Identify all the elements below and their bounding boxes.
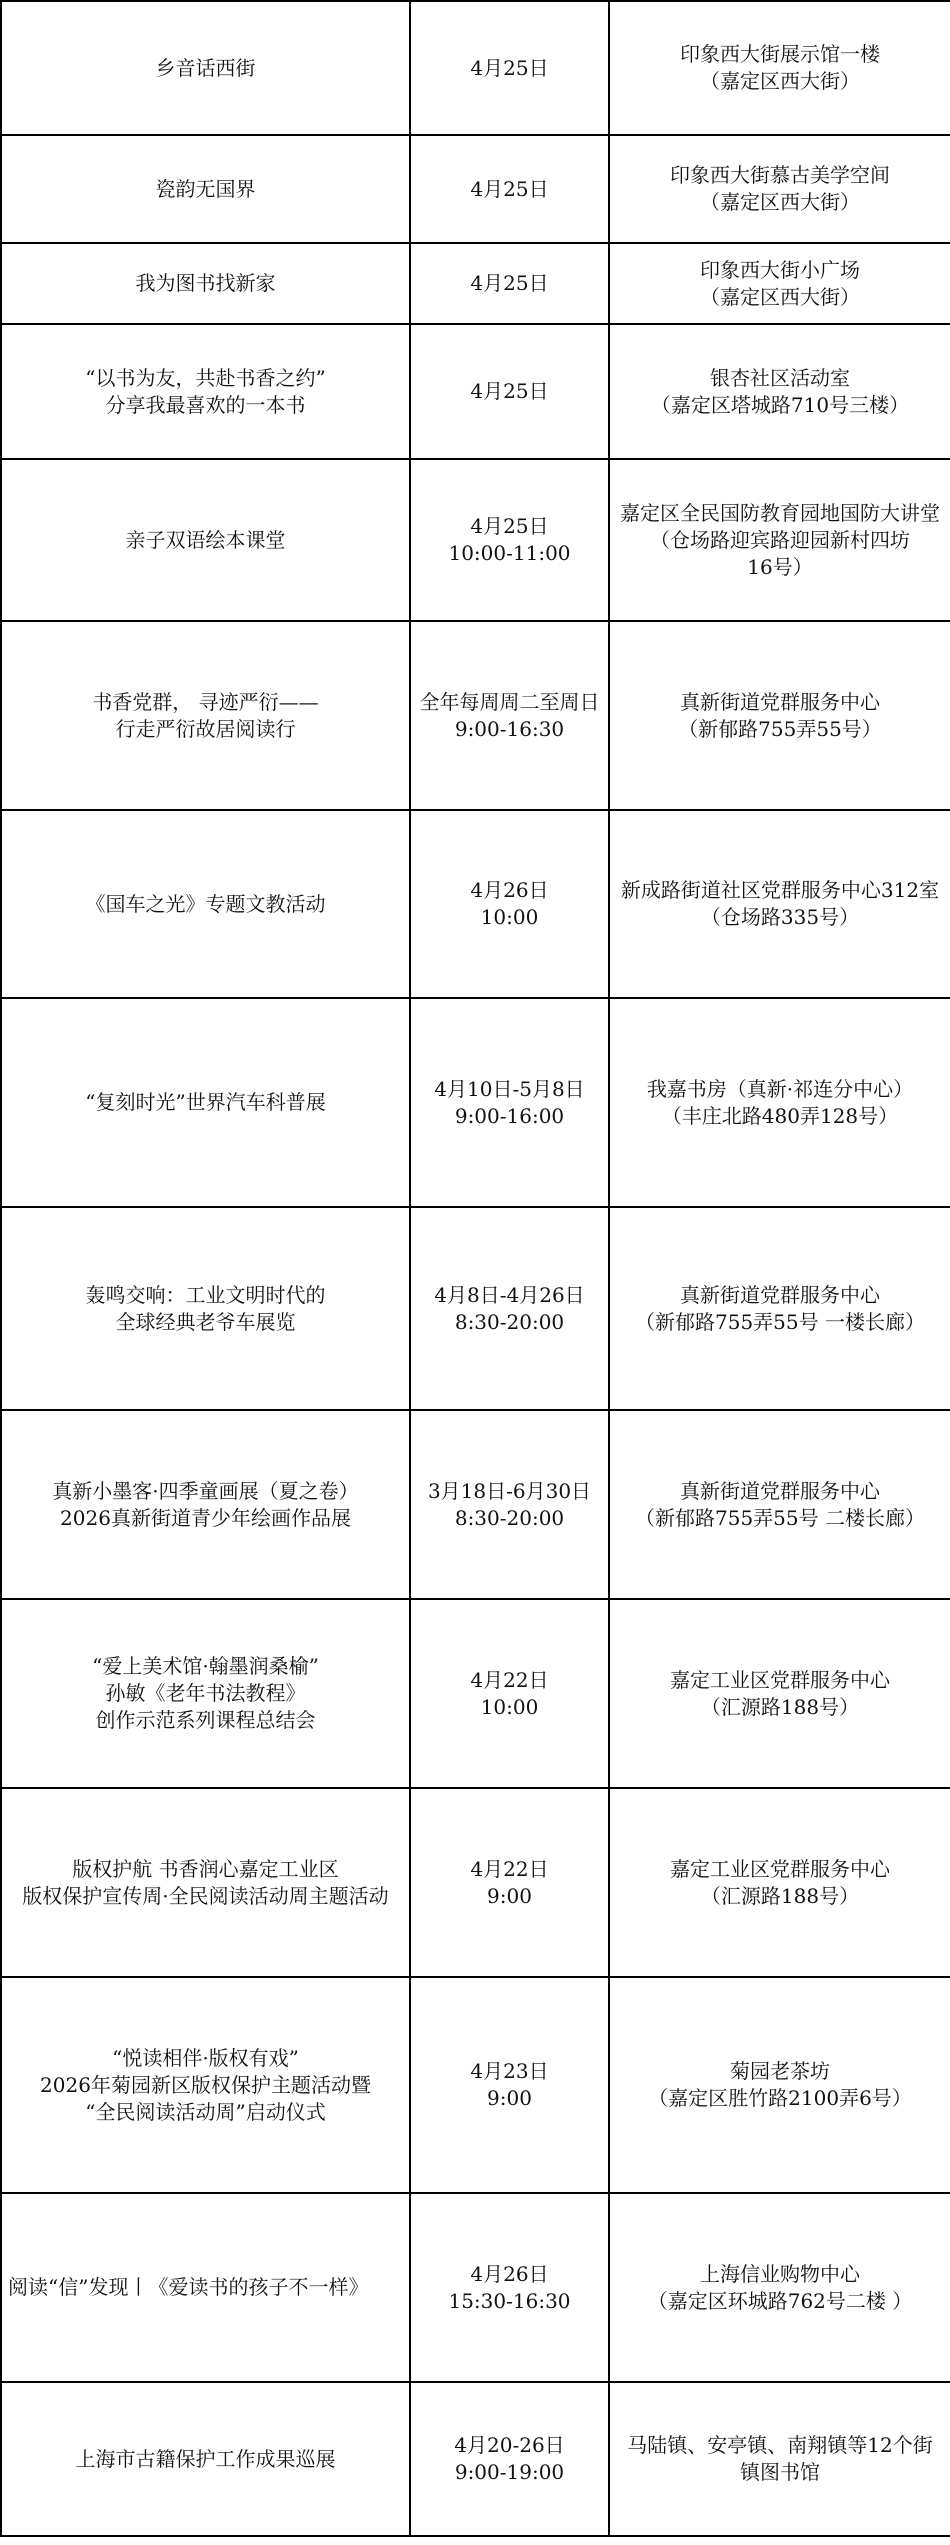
event-time: 4月23日 9:00 (410, 1977, 609, 2193)
event-time: 全年每周周二至周日 9:00-16:30 (410, 621, 609, 810)
event-name: 真新小墨客·四季童画展（夏之卷） 2026真新街道青少年绘画作品展 (1, 1410, 410, 1599)
table-row (1, 1977, 950, 2193)
event-name: “以书为友，共赴书香之约” 分享我最喜欢的一本书 (1, 324, 410, 459)
event-time: 4月20-26日 9:00-19:00 (410, 2382, 609, 2536)
event-location: 印象西大街小广场 （嘉定区西大街） (609, 243, 950, 324)
event-location: 上海信业购物中心 （嘉定区环城路762号二楼 ） (609, 2193, 950, 2382)
event-name: 瓷韵无国界 (1, 135, 410, 243)
event-location: 嘉定工业区党群服务中心 （汇源路188号） (609, 1788, 950, 1977)
event-time: 3月18日-6月30日 8:30-20:00 (410, 1410, 609, 1599)
table-row (1, 621, 950, 810)
table-row (1, 1207, 950, 1410)
event-time: 4月10日-5月8日 9:00-16:00 (410, 998, 609, 1207)
event-location: 菊园老茶坊 （嘉定区胜竹路2100弄6号） (609, 1977, 950, 2193)
event-location: 真新街道党群服务中心 （新郁路755弄55号 二楼长廊） (609, 1410, 950, 1599)
event-location: 印象西大街慕古美学空间 （嘉定区西大街） (609, 135, 950, 243)
table-row (1, 243, 950, 324)
event-location: 真新街道党群服务中心 （新郁路755弄55号） (609, 621, 950, 810)
event-name: 乡音话西街 (1, 1, 410, 135)
table-row (1, 2193, 950, 2382)
event-location: 我嘉书房（真新·祁连分中心） （丰庄北路480弄128号） (609, 998, 950, 1207)
event-time: 4月25日 10:00-11:00 (410, 459, 609, 621)
event-name: 《国车之光》专题文教活动 (1, 810, 410, 998)
event-time: 4月22日 10:00 (410, 1599, 609, 1788)
event-location: 新成路街道社区党群服务中心312室 （仓场路335号） (609, 810, 950, 998)
table-row (1, 1410, 950, 1599)
event-name: 轰鸣交响：工业文明时代的 全球经典老爷车展览 (1, 1207, 410, 1410)
event-time: 4月22日 9:00 (410, 1788, 609, 1977)
event-name: “悦读相伴·版权有戏” 2026年菊园新区版权保护主题活动暨 “全民阅读活动周”启动仪式 (1, 1977, 410, 2193)
table-row (1, 459, 950, 621)
event-location: 印象西大街展示馆一楼 （嘉定区西大街） (609, 1, 950, 135)
event-time: 4月25日 (410, 1, 609, 135)
table-row (1, 998, 950, 1207)
event-name: 书香党群， 寻迹严衍—— 行走严衍故居阅读行 (1, 621, 410, 810)
event-location: 马陆镇、安亭镇、南翔镇等12个街 镇图书馆 (609, 2382, 950, 2536)
table-row (1, 135, 950, 243)
table-row (1, 2382, 950, 2536)
event-name: 版权护航 书香润心嘉定工业区 版权保护宣传周·全民阅读活动周主题活动 (1, 1788, 410, 1977)
event-time: 4月26日 15:30-16:30 (410, 2193, 609, 2382)
event-name: “爱上美术馆·翰墨润桑榆” 孙敏《老年书法教程》 创作示范系列课程总结会 (1, 1599, 410, 1788)
event-name: “复刻时光”世界汽车科普展 (1, 998, 410, 1207)
event-time: 4月25日 (410, 135, 609, 243)
event-name: 我为图书找新家 (1, 243, 410, 324)
table-row (1, 810, 950, 998)
table-row (1, 1, 950, 135)
table-row (1, 324, 950, 459)
event-name: 亲子双语绘本课堂 (1, 459, 410, 621)
event-name: 阅读“信”发现丨《爱读书的孩子不一样》 (1, 2193, 410, 2382)
event-time: 4月25日 (410, 243, 609, 324)
event-time: 4月8日-4月26日 8:30-20:00 (410, 1207, 609, 1410)
event-name: 上海市古籍保护工作成果巡展 (1, 2382, 410, 2536)
event-location: 真新街道党群服务中心 （新郁路755弄55号 一楼长廊） (609, 1207, 950, 1410)
table-row (1, 1788, 950, 1977)
table-row (1, 1599, 950, 1788)
event-location: 嘉定区全民国防教育园地国防大讲堂 （仓场路迎宾路迎园新村四坊 16号） (609, 459, 950, 621)
event-location: 银杏社区活动室 （嘉定区塔城路710号三楼） (609, 324, 950, 459)
event-location: 嘉定工业区党群服务中心 （汇源路188号） (609, 1599, 950, 1788)
event-time: 4月26日 10:00 (410, 810, 609, 998)
event-time: 4月25日 (410, 324, 609, 459)
